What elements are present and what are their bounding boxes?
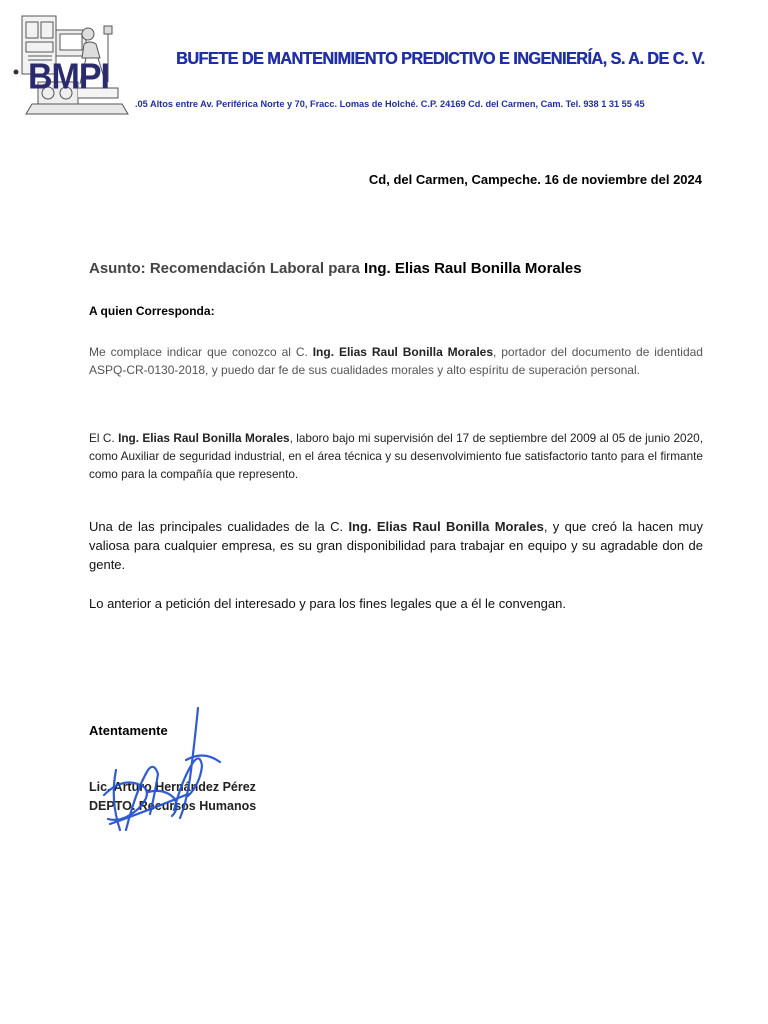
letter-date: Cd, del Carmen, Campeche. 16 de noviembre del 2024	[368, 172, 702, 187]
paragraph-1-text-b: , portador del documento de identidad ASPQ-CR-0130-2018, y puedo dar fe de sus cualidades morales y alto espíritu de superación personal.	[89, 345, 703, 377]
logo-text: BMPI	[28, 57, 109, 97]
company-address: .05 Altos entre Av. Periférica Norte y 70, Fracc. Lomas de Holché. C.P. 24169 Cd. del Carmen, Cam. Tel. 938 1 31 55 45	[135, 99, 645, 109]
subject-name: Ing. Elias Raul Bonilla Morales	[364, 260, 582, 277]
company-name: BUFETE DE MANTENIMIENTO PREDICTIVO E INGENIERÍA, S. A. DE C. V.	[176, 48, 705, 68]
signer-name: Lic. Arturo Hernández Pérez	[89, 780, 256, 794]
paragraph-3	[89, 517, 703, 574]
subject-prefix: Asunto: Recomendación Laboral para	[89, 260, 365, 277]
salutation: A quien Corresponda:	[89, 304, 215, 318]
paragraph-2-text-b: , laboro bajo mi supervisión del 17 de septiembre del 2009 al 05 de junio 2020, como Auxiliar de seguridad industrial, en el área técnica y su desenvolvimiento fue satisfactorio tanto para el firmante como para la compañía que represento.	[89, 431, 703, 481]
closing: Atentamente	[89, 723, 168, 738]
paragraph-2	[89, 429, 703, 483]
paragraph-1-name: Ing. Elias Raul Bonilla Morales	[312, 345, 494, 359]
paragraph-3-text-a: Una de las principales cualidades de la C.	[89, 519, 349, 534]
handwritten-signature	[86, 700, 236, 840]
signer-department: DEPTO. Recursos Humanos	[89, 799, 257, 813]
paragraph-3-text-b: , y que creó la hacen muy valiosa para cualquier empresa, es su gran disponibilidad para trabajar en equipo y su agradable don de gente.	[89, 519, 704, 572]
paragraph-4: Lo anterior a petición del interesado y para los fines legales que a él le convengan.	[89, 596, 566, 611]
paragraph-1	[89, 343, 703, 379]
paragraph-3-name: Ing. Elias Raul Bonilla Morales	[348, 519, 544, 534]
subject-line	[89, 260, 582, 277]
paragraph-2-name: Ing. Elias Raul Bonilla Morales	[118, 431, 290, 445]
paragraph-2-text-a: El C.	[89, 431, 119, 445]
paragraph-1-text-a: Me complace indicar que conozco al C.	[89, 345, 313, 359]
